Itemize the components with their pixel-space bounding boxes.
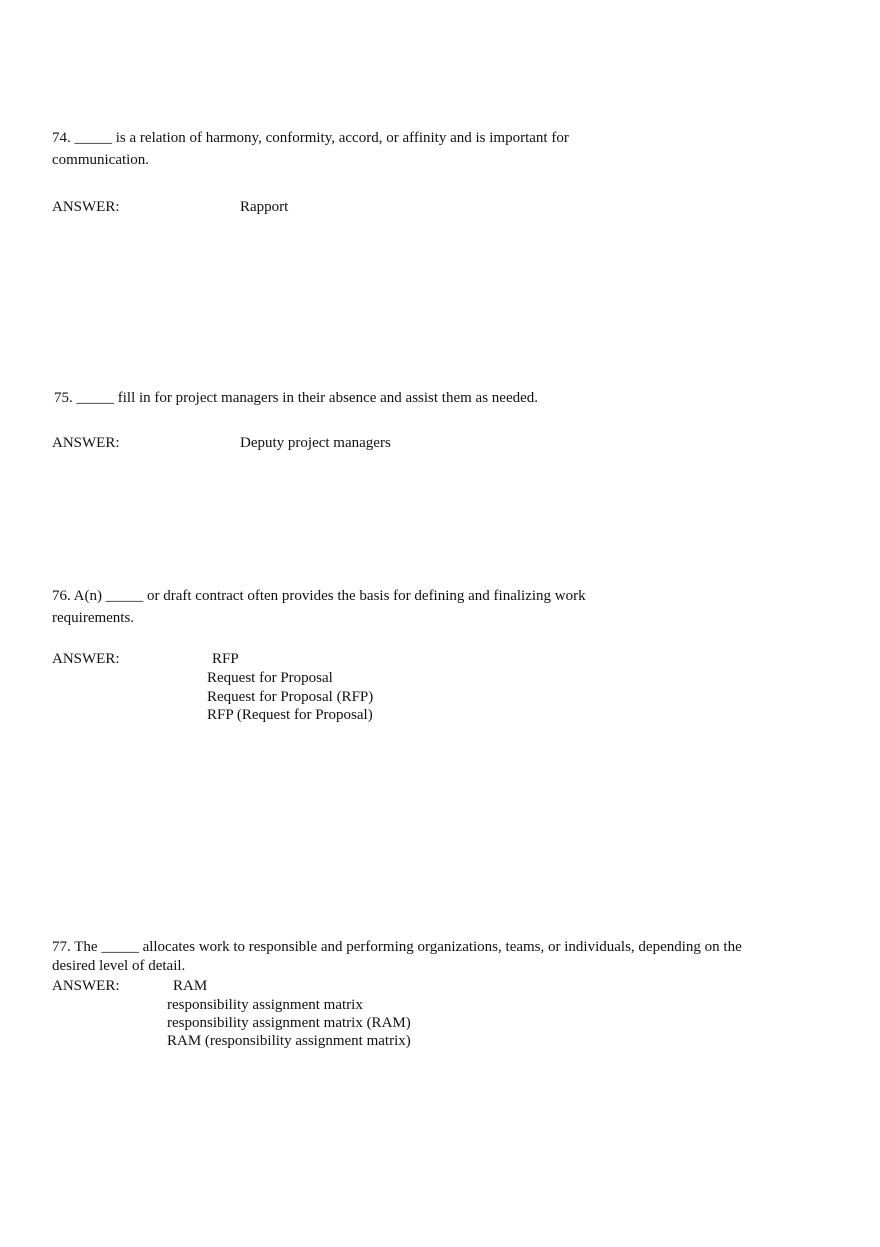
- question-77-line1: [52, 938, 742, 957]
- answer-value: RAM (responsibility assignment matrix): [167, 1033, 411, 1049]
- question-77-line2: desired level of detail.: [52, 958, 186, 974]
- question-75-line1: [54, 389, 538, 408]
- answer-value: Deputy project managers: [240, 435, 391, 451]
- answer-label: ANSWER:: [52, 978, 120, 994]
- answer-label: ANSWER:: [52, 651, 120, 667]
- question-74-line2: communication.: [52, 152, 150, 168]
- question-number: 76. A(n): [52, 588, 102, 604]
- question-number: 74.: [52, 130, 71, 146]
- question-number: 75.: [54, 390, 73, 406]
- fill-blank: _____: [105, 588, 144, 604]
- answer-value: RFP: [212, 651, 239, 667]
- question-76-line2: requirements.: [52, 610, 135, 626]
- question-text: or draft contract often provides the basis for defining and finalizing work: [147, 588, 586, 604]
- answer-value: RAM: [173, 978, 208, 994]
- fill-blank: _____: [76, 390, 114, 406]
- fill-blank: _____: [74, 130, 112, 146]
- answer-value: Request for Proposal: [207, 670, 333, 686]
- answer-label: ANSWER:: [52, 199, 120, 215]
- answer-value: responsibility assignment matrix: [167, 997, 363, 1013]
- answer-value: responsibility assignment matrix (RAM): [167, 1015, 411, 1031]
- question-text: allocates work to responsible and performing organizations, teams, or individuals, depending on the: [142, 939, 742, 955]
- answer-label: ANSWER:: [52, 435, 120, 451]
- answer-value: Request for Proposal (RFP): [207, 689, 374, 705]
- question-number: 77. The: [52, 939, 98, 955]
- question-76-line1: [52, 587, 586, 606]
- answer-value: Rapport: [240, 199, 289, 215]
- fill-blank: _____: [101, 939, 139, 955]
- question-text: is a relation of harmony, conformity, accord, or affinity and is important for: [115, 130, 569, 146]
- question-text: fill in for project managers in their absence and assist them as needed.: [117, 390, 539, 406]
- question-74-line1: [52, 129, 569, 148]
- answer-value: RFP (Request for Proposal): [207, 707, 373, 723]
